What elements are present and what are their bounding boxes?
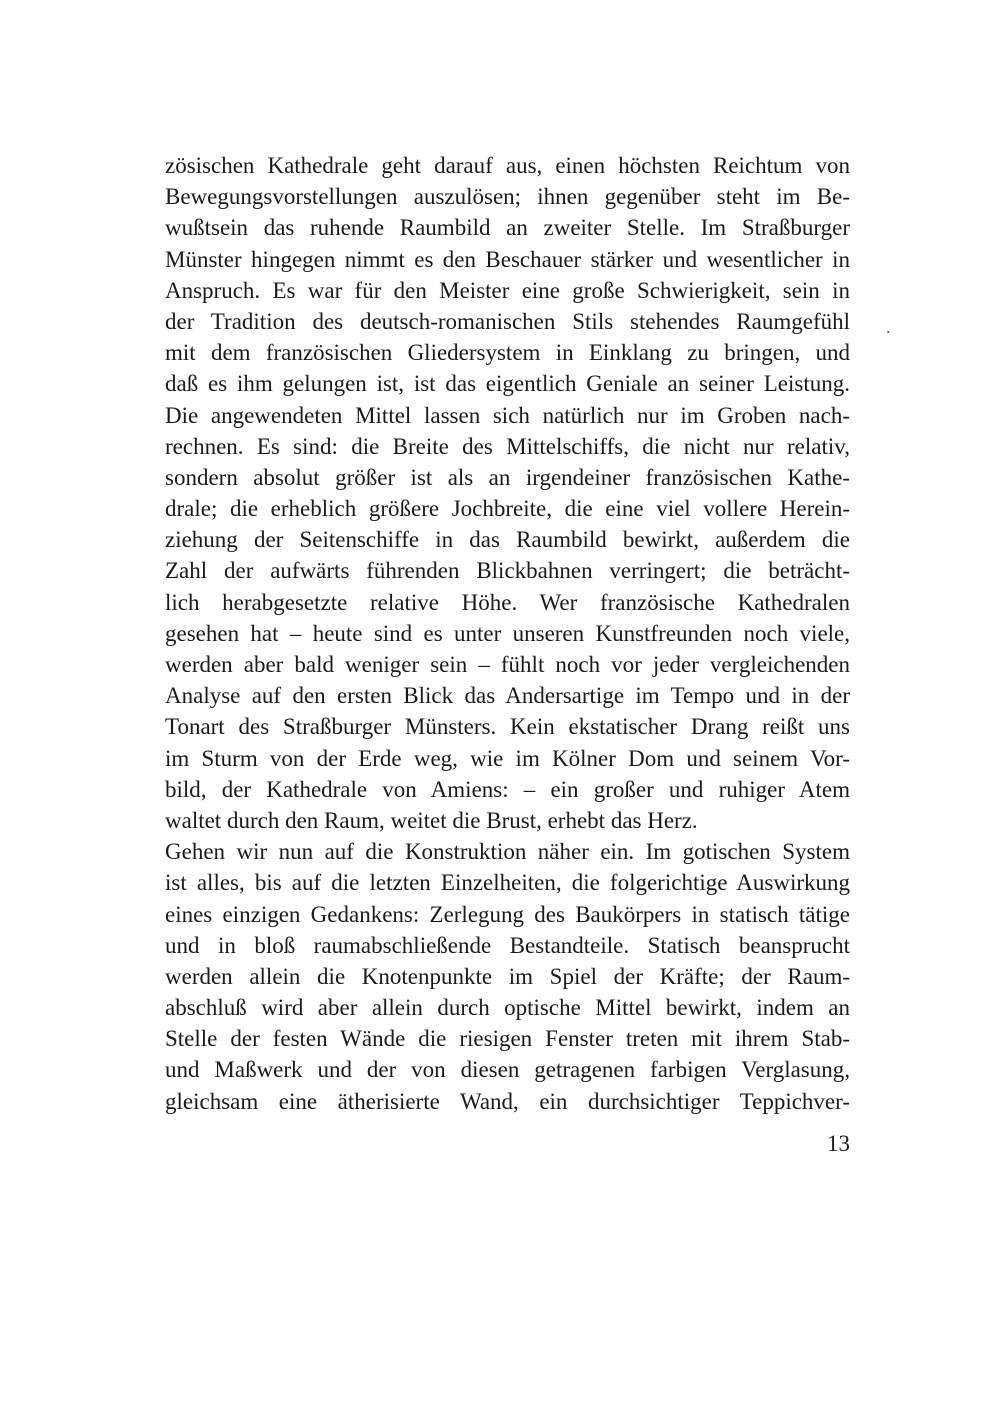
- text-line: ziehung der Seitenschiffe in das Raumbild bewirkt, außerdem die: [165, 527, 850, 553]
- body-text: [165, 150, 850, 1117]
- text-line: Gehen wir nun auf die Konstruktion näher ein. Im gotischen System: [165, 839, 850, 865]
- text-line: der Tradition des deutsch-romanischen Stils stehendes Raumgefühl: [165, 308, 850, 334]
- text-line: zösischen Kathedrale geht darauf aus, einen höchsten Reichtum von: [165, 153, 850, 178]
- text-line: wußtsein das ruhende Raumbild an zweiter Stelle. Im Straßburger: [165, 215, 850, 241]
- paragraph-end-line: waltet durch den Raum, weitet die Brust, erhebt das Herz.: [165, 807, 698, 833]
- text-line: werden aber bald weniger sein – fühlt noch vor jeder vergleichenden: [165, 652, 850, 677]
- text-line: Anspruch. Es war für den Meister eine große Schwierigkeit, sein in: [165, 277, 850, 303]
- text-line: Stelle der festen Wände die riesigen Fenster treten mit ihrem Stab-: [165, 1026, 850, 1052]
- text-line: daß es ihm gelungen ist, ist das eigentlich Geniale an seiner Leistung.: [165, 371, 850, 397]
- text-line: rechnen. Es sind: die Breite des Mittelschiffs, die nicht nur relativ,: [165, 433, 850, 459]
- margin-mark: .: [886, 317, 891, 337]
- text-line: eines einzigen Gedankens: Zerlegung des Baukörpers in statisch tätige: [165, 901, 850, 927]
- text-line: abschluß wird aber allein durch optische Mittel bewirkt, indem an: [165, 995, 850, 1021]
- page-number: 13: [827, 1131, 850, 1156]
- text-line: Zahl der aufwärts führenden Blickbahnen verringert; die beträcht-: [165, 558, 850, 584]
- text-line: und in bloß raumabschließende Bestandteile. Statisch beansprucht: [165, 932, 850, 958]
- text-line: mit dem französischen Gliedersystem in Einklang zu bringen, und: [165, 340, 850, 366]
- text-line: Bewegungsvorstellungen auszulösen; ihnen gegenüber steht im Be-: [165, 184, 850, 210]
- text-line: Die angewendeten Mittel lassen sich natürlich nur im Groben nach-: [165, 402, 850, 428]
- text-line: gleichsam eine ätherisierte Wand, ein durchsichtiger Teppichver-: [165, 1088, 850, 1114]
- text-line: gesehen hat – heute sind es unter unseren Kunstfreunden noch viele,: [165, 620, 850, 646]
- text-line: im Sturm von der Erde weg, wie im Kölner Dom und seinem Vor-: [165, 745, 850, 771]
- text-line: bild, der Kathedrale von Amiens: – ein großer und ruhiger Atem: [165, 776, 850, 802]
- text-line: Münster hingegen nimmt es den Beschauer stärker und wesentlicher in: [165, 246, 850, 272]
- text-line: lich herabgesetzte relative Höhe. Wer französische Kathedralen: [165, 589, 850, 615]
- text-line: Analyse auf den ersten Blick das Andersartige im Tempo und in der: [165, 683, 850, 709]
- text-line: drale; die erheblich größere Jochbreite, die eine viel vollere Herein-: [165, 496, 850, 522]
- text-line: sondern absolut größer ist als an irgendeiner französischen Kathe-: [165, 464, 850, 490]
- text-line: Tonart des Straßburger Münsters. Kein ekstatischer Drang reißt uns: [165, 714, 850, 740]
- text-line: werden allein die Knotenpunkte im Spiel der Kräfte; der Raum-: [165, 963, 850, 989]
- text-line: und Maßwerk und der von diesen getragenen farbigen Verglasung,: [165, 1057, 850, 1083]
- text-line: ist alles, bis auf die letzten Einzelheiten, die folgerichtige Auswirkung: [165, 870, 850, 896]
